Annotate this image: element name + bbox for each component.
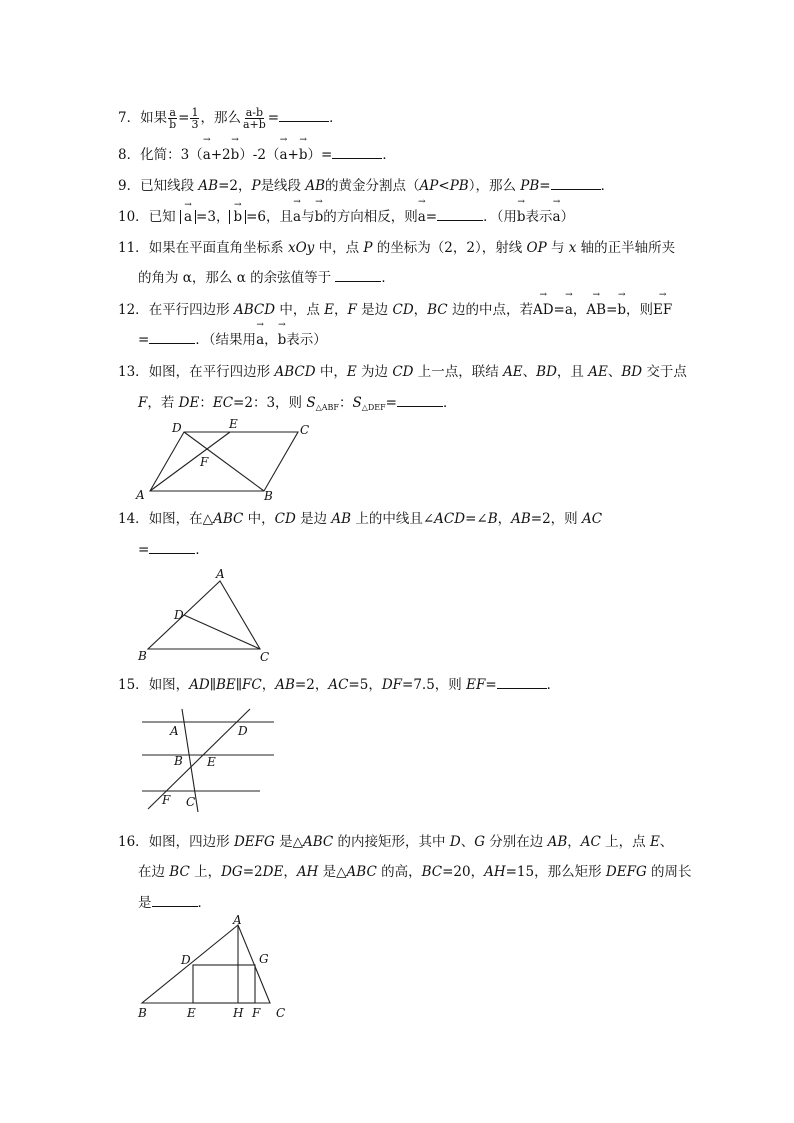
- label-E: E: [187, 1006, 196, 1020]
- question-8: 8．化简：3（→ a+2→ b）-2（→ a+→ b）= ．: [118, 145, 396, 165]
- answer-blank[interactable]: [497, 675, 547, 689]
- question-14: 14．如图，在△ABC 中，CD 是边 AB 上的中线且∠ACD=∠B，AB=2，则 AC: [118, 511, 603, 527]
- question-10: 10．已知 → a =3，→ b =6，且→ a与→ b的方向相反，则→ a= ．（用→ b表示→ a）: [118, 207, 574, 227]
- label-E: E: [207, 755, 216, 769]
- answer-blank[interactable]: [551, 176, 601, 190]
- label-D: D: [172, 421, 182, 435]
- vector-b: → b: [299, 145, 308, 165]
- label-B: B: [138, 1006, 147, 1020]
- question-12-line-2: = ．（结果用→ a，→ b表示）: [138, 330, 327, 350]
- vector-b: → b: [231, 145, 240, 165]
- question-number: 9．: [118, 178, 141, 194]
- question-number: 11．: [118, 240, 149, 256]
- question-number: 13．: [118, 364, 149, 380]
- answer-blank[interactable]: [149, 330, 195, 344]
- vector-AB: → AB: [586, 300, 606, 320]
- label-H: H: [233, 1006, 244, 1020]
- label-C: C: [186, 795, 196, 809]
- answer-blank[interactable]: [152, 893, 198, 907]
- question-11: 11．如果在平面直角坐标系 xOy 中，点 P 的坐标为（2，2），射线 OP 与 x 轴的正半轴所夹: [118, 240, 676, 256]
- label-C: C: [260, 650, 270, 664]
- question-11-line-2: 的角为 α，那么 α 的余弦值等于 ．: [138, 270, 395, 286]
- question-13: 13．如图，在平行四边形 ABCD 中，E 为边 CD 上一点，联结 AE、BD，且 AE、BD 交于点: [118, 364, 687, 380]
- answer-blank[interactable]: [335, 268, 381, 282]
- label-D: D: [238, 724, 248, 738]
- label-E: E: [229, 418, 238, 431]
- question-number: 7．: [118, 110, 141, 126]
- question-16: 16．如图，四边形 DEFG 是△ABC 的内接矩形，其中 D、G 分别在边 AB，AC 上，点 E、: [118, 834, 674, 850]
- vector-EF: → EF: [653, 300, 672, 320]
- label-A: A: [136, 488, 145, 502]
- vector-AD: → AD: [533, 300, 554, 320]
- answer-blank[interactable]: [149, 540, 195, 554]
- answer-blank[interactable]: [332, 145, 382, 159]
- question-7: 7．如果 $\frac{a}{b}$ = $\frac{1}{3}$ ，那么 $\frac{a-b}{a+b}$ = ．: [118, 106, 343, 131]
- question-13-line-2: F，若 DE：EC=2：3，则 $S_{\triangle ABF}$：$S_{\triangle DEF}=$ ．: [138, 395, 457, 412]
- question-number: 16．: [118, 834, 149, 850]
- question-number: 15．: [118, 677, 149, 693]
- segment-BD: [184, 432, 264, 491]
- label-D: D: [181, 953, 191, 967]
- label-A: A: [170, 724, 179, 738]
- answer-blank[interactable]: [279, 108, 329, 122]
- label-D: D: [174, 608, 184, 622]
- question-16-line-3: 是 ．: [138, 895, 211, 911]
- label-C: C: [300, 423, 310, 437]
- label-F: F: [162, 793, 171, 807]
- triangle-ABC: [148, 581, 260, 649]
- fraction-one-third: $\frac{1}{3}$: [191, 106, 199, 131]
- label-B: B: [138, 649, 147, 663]
- question-16-line-2: 在边 BC 上，DG=2DE，AH 是△ABC 的高，BC=20，AH=15，那么矩形 DEFG 的周长: [138, 864, 692, 880]
- question-number: 12．: [118, 302, 149, 318]
- question-12: 12．在平行四边形 ABCD 中，点 E，F 是边 CD，BC 边的中点，若→ AD=→ a，→ AB=→ b，则→ EF: [118, 300, 672, 320]
- fraction-a-over-b: $\frac{a}{b}$: [169, 106, 177, 131]
- label-A: A: [216, 567, 225, 581]
- question-9: 9．已知线段 AB=2，P是线段 AB的黄金分割点（AP<PB），那么 PB= ．: [118, 178, 615, 194]
- question-number: 10．: [118, 209, 149, 225]
- fraction-expression: $\frac{a-b}{a+b}$: [242, 106, 266, 131]
- vector-a: → a: [279, 145, 287, 165]
- label-B: B: [264, 489, 273, 503]
- segment-AE: [150, 432, 230, 491]
- segment-CD: [184, 615, 260, 649]
- magnitude-b: → b: [229, 210, 246, 224]
- question-number: 14．: [118, 511, 149, 527]
- parallelogram-figure: [130, 418, 320, 504]
- magnitude-a: → a: [180, 210, 196, 224]
- triangle-ABC: [142, 925, 270, 1003]
- answer-blank[interactable]: [437, 207, 483, 221]
- parallel-lines-figure: [130, 705, 280, 815]
- rectangle-DEFG: [193, 965, 255, 1003]
- label-G: G: [259, 952, 269, 966]
- question-15: 15．如图，AD∥BE∥FC，AB=2，AC=5，DF=7.5，则 EF= ．: [118, 677, 561, 693]
- label-A: A: [233, 915, 242, 927]
- answer-blank[interactable]: [397, 393, 443, 407]
- label-F: F: [252, 1006, 261, 1020]
- inscribed-rectangle-figure: [130, 915, 295, 1023]
- label-C: C: [276, 1006, 286, 1020]
- question-14-line-2: = ．: [138, 542, 209, 558]
- vector-a: → a: [203, 145, 211, 165]
- question-number: 8．: [118, 147, 141, 163]
- label-F: F: [200, 455, 209, 469]
- triangle-figure: [132, 565, 282, 667]
- label-B: B: [174, 754, 183, 768]
